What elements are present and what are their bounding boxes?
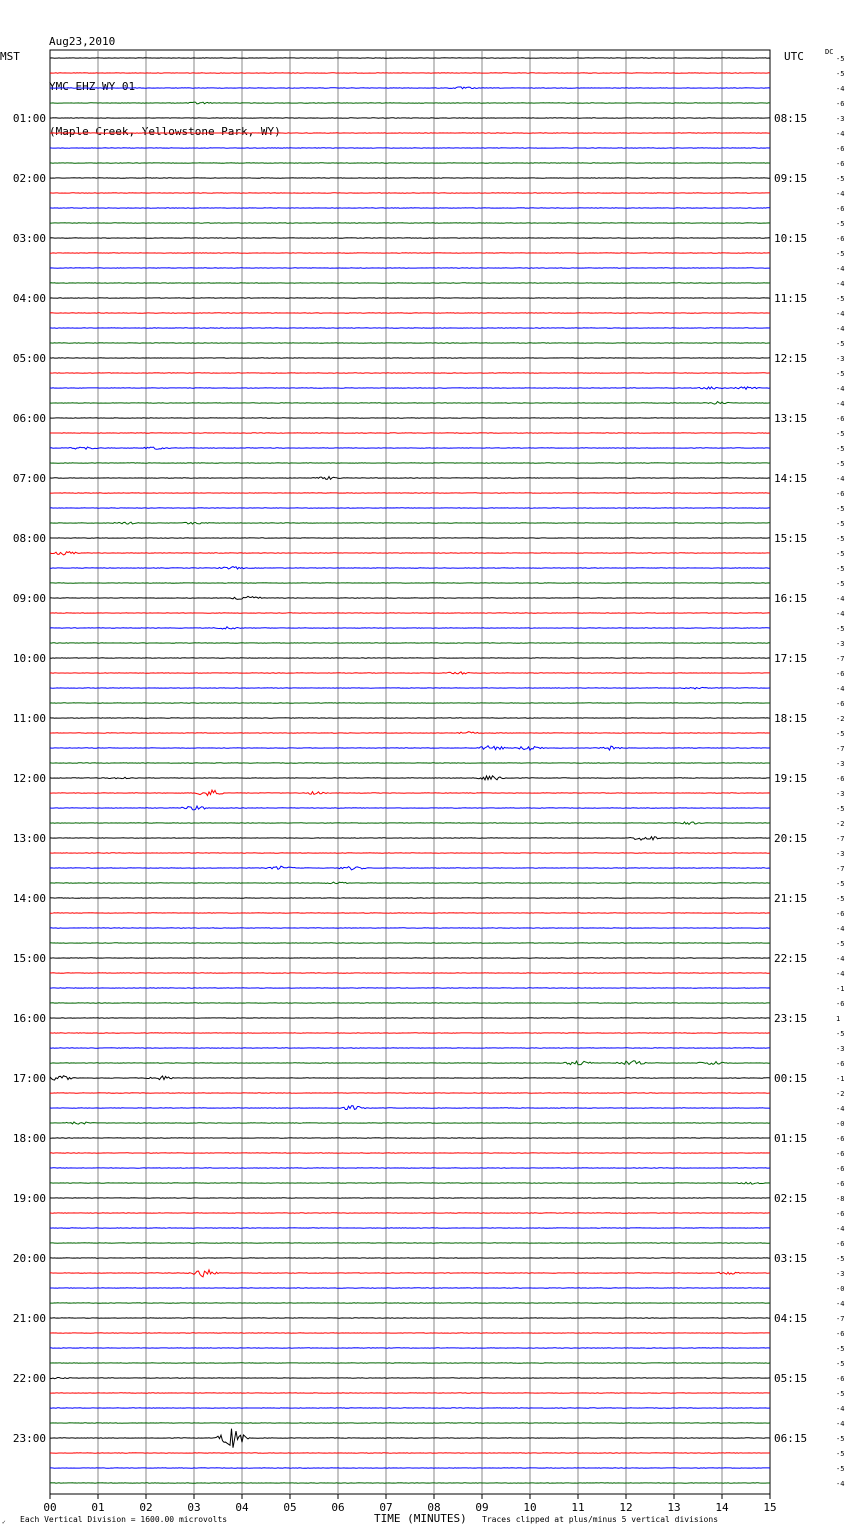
- x-tick-label: 02: [139, 1501, 153, 1514]
- right-hour-label: 01:15: [774, 1132, 808, 1145]
- dc-offset-label: -5: [836, 1465, 845, 1473]
- plot-frame: [50, 50, 770, 1494]
- left-hour-label: 17:00: [12, 1072, 46, 1085]
- dc-offset-label: -5: [836, 580, 845, 588]
- seismic-trace: [50, 822, 770, 824]
- seismic-trace: [50, 1122, 770, 1124]
- dc-offset-label: -3: [836, 640, 845, 648]
- dc-offset-label: -5: [836, 535, 845, 543]
- dc-offset-label: -4: [836, 265, 845, 273]
- right-hour-label: 04:15: [774, 1312, 808, 1325]
- right-hour-label: 06:15: [774, 1432, 808, 1445]
- clip-note: Traces clipped at plus/minus 5 vertical divisions: [482, 1515, 719, 1524]
- x-tick-label: 13: [667, 1501, 681, 1514]
- dc-offset-label: -4: [836, 925, 845, 933]
- x-tick-label: 00: [43, 1501, 57, 1514]
- dc-offset-label: -1: [836, 1075, 845, 1083]
- dc-offset-label: -7: [836, 865, 845, 873]
- dc-offset-label: -5: [836, 370, 845, 378]
- left-hour-label: 08:00: [12, 532, 46, 545]
- x-tick-label: 07: [379, 1501, 393, 1514]
- dc-offset-label: -5: [836, 880, 845, 888]
- left-hour-label: 13:00: [12, 832, 46, 845]
- dc-offset-label: -4: [836, 1420, 845, 1428]
- dc-offset-label: -4: [836, 595, 845, 603]
- x-tick-label: 14: [715, 1501, 729, 1514]
- x-tick-label: 15: [763, 1501, 777, 1514]
- left-hour-label: 02:00: [12, 172, 46, 185]
- left-hour-label: 09:00: [12, 592, 46, 605]
- seismic-trace: [50, 1270, 770, 1277]
- dc-offset-label: -3: [836, 760, 845, 768]
- plot-grid: [50, 50, 770, 1494]
- seismic-trace: [50, 627, 770, 629]
- axis-ticks: [13, 55, 845, 1514]
- right-hour-label: 11:15: [774, 292, 808, 305]
- dc-offset-label: -4: [836, 1300, 845, 1308]
- left-hour-label: 20:00: [12, 1252, 46, 1265]
- dc-offset-label: -5: [836, 730, 845, 738]
- dc-offset-label: -4: [836, 685, 845, 693]
- seismic-trace: [50, 87, 770, 89]
- right-hour-label: 13:15: [774, 412, 808, 425]
- seismic-trace: [50, 687, 770, 689]
- seismic-trace: [50, 837, 770, 840]
- header-date: Aug23,2010: [49, 35, 116, 48]
- dc-offset-label: -5: [836, 70, 845, 78]
- dc-offset-label: -5: [836, 1360, 845, 1368]
- seismic-trace: [50, 1429, 770, 1448]
- dc-offset-label: -4: [836, 1105, 845, 1113]
- right-hour-label: 19:15: [774, 772, 808, 785]
- seismic-trace: [50, 567, 770, 569]
- seismic-trace: [50, 790, 770, 795]
- dc-offset-label: -5: [836, 1345, 845, 1353]
- dc-offset-label: -5: [836, 505, 845, 513]
- dc-offset-label: -6: [836, 415, 845, 423]
- x-tick-label: 05: [283, 1501, 297, 1514]
- dc-offset-label: -4: [836, 970, 845, 978]
- left-timezone-label: MST: [0, 50, 20, 63]
- right-hour-label: 16:15: [774, 592, 808, 605]
- seismic-trace: [50, 477, 770, 480]
- dc-offset-label: -4: [836, 280, 845, 288]
- dc-offset-label: -4: [836, 325, 845, 333]
- dc-offset-label: -4: [836, 1225, 845, 1233]
- dc-offset-label: -4: [836, 85, 845, 93]
- dc-offset-label: -0: [836, 1285, 845, 1293]
- x-tick-label: 10: [523, 1501, 537, 1514]
- seismic-trace: [50, 552, 770, 555]
- header-station: YMC EHZ WY 01: [49, 80, 136, 93]
- seismic-trace: [50, 522, 770, 524]
- dc-offset-label: -6: [836, 205, 845, 213]
- dc-offset-label: -6: [836, 1165, 845, 1173]
- seismic-trace: [50, 882, 770, 884]
- right-hour-label: 21:15: [774, 892, 808, 905]
- dc-offset-label: -6: [836, 160, 845, 168]
- seismic-trace: [50, 102, 770, 104]
- dc-offset-label: -4: [836, 475, 845, 483]
- dc-offset-label: -3: [836, 790, 845, 798]
- x-tick-label: 09: [475, 1501, 489, 1514]
- dc-offset-label: -3: [836, 1045, 845, 1053]
- x-tick-label: 03: [187, 1501, 201, 1514]
- dc-offset-label: -7: [836, 1315, 845, 1323]
- x-tick-label: 04: [235, 1501, 249, 1514]
- right-hour-label: 22:15: [774, 952, 808, 965]
- left-hour-label: 05:00: [12, 352, 46, 365]
- dc-offset-label: -4: [836, 1405, 845, 1413]
- dc-offset-label: -7: [836, 745, 845, 753]
- x-axis-title: TIME (MINUTES): [374, 1512, 467, 1525]
- dc-offset-label: -6: [836, 490, 845, 498]
- dc-offset-label: -6: [836, 670, 845, 678]
- dc-offset-label: -4: [836, 190, 845, 198]
- dc-offset-label: -4: [836, 130, 845, 138]
- seismic-trace: [50, 1106, 770, 1110]
- dc-offset-label: -6: [836, 1240, 845, 1248]
- dc-offset-label: -5: [836, 565, 845, 573]
- dc-offset-label: -5: [836, 1255, 845, 1263]
- seismic-trace: [50, 866, 770, 870]
- right-hour-label: 05:15: [774, 1372, 808, 1385]
- right-hour-label: 18:15: [774, 712, 808, 725]
- dc-offset-label: -6: [836, 1000, 845, 1008]
- left-hour-label: 12:00: [12, 772, 46, 785]
- x-tick-label: 12: [619, 1501, 633, 1514]
- seismic-trace: [50, 776, 770, 780]
- dc-offset-label: -1: [836, 985, 845, 993]
- seismic-trace: [50, 402, 770, 404]
- vertical-division-note: Each Vertical Division = 1600.00 microvolts: [20, 1515, 228, 1524]
- dc-offset-label: -6: [836, 100, 845, 108]
- left-hour-label: 06:00: [12, 412, 46, 425]
- seismic-trace: [50, 746, 770, 751]
- dc-offset-label: -5: [836, 625, 845, 633]
- dc-offset-label: -0: [836, 1120, 845, 1128]
- corner-icon: ✓: [2, 1519, 6, 1526]
- left-hour-label: 01:00: [12, 112, 46, 125]
- seismic-trace: [50, 447, 770, 449]
- dc-offset-label: -6: [836, 1150, 845, 1158]
- dc-offset-label: -5: [836, 1030, 845, 1038]
- dc-offset-label: -5: [836, 250, 845, 258]
- dc-offset-label: -7: [836, 655, 845, 663]
- left-hour-label: 03:00: [12, 232, 46, 245]
- dc-offset-label: -6: [836, 1180, 845, 1188]
- dc-offset-label: -2: [836, 715, 845, 723]
- seismic-trace: [50, 1061, 770, 1065]
- dc-offset-label: -3: [836, 1270, 845, 1278]
- dc-offset-label: -5: [836, 520, 845, 528]
- dc-offset-label: -5: [836, 1390, 845, 1398]
- left-hour-label: 04:00: [12, 292, 46, 305]
- dc-offset-label: -6: [836, 235, 845, 243]
- left-hour-label: 16:00: [12, 1012, 46, 1025]
- right-hour-label: 00:15: [774, 1072, 808, 1085]
- dc-offset-label: -3: [836, 850, 845, 858]
- dc-offset-label: -5: [836, 895, 845, 903]
- dc-offset-label: -7: [836, 835, 845, 843]
- seismic-trace: [50, 596, 770, 599]
- left-hour-label: 11:00: [12, 712, 46, 725]
- dc-offset-label: -5: [836, 940, 845, 948]
- dc-offset-label: -5: [836, 550, 845, 558]
- dc-offset-label: -6: [836, 1330, 845, 1338]
- dc-offset-label: -6: [836, 775, 845, 783]
- dc-offset-label: -5: [836, 1450, 845, 1458]
- seismic-trace: [50, 806, 770, 810]
- left-hour-label: 19:00: [12, 1192, 46, 1205]
- right-hour-label: 09:15: [774, 172, 808, 185]
- x-tick-label: 08: [427, 1501, 441, 1514]
- dc-offset-label: 1: [836, 1015, 841, 1023]
- right-hour-label: 20:15: [774, 832, 808, 845]
- right-hour-label: 14:15: [774, 472, 808, 485]
- dc-offset-label: -8: [836, 1195, 845, 1203]
- dc-offset-label: -5: [836, 55, 845, 63]
- right-hour-label: 17:15: [774, 652, 808, 665]
- right-hour-label: 23:15: [774, 1012, 808, 1025]
- dc-offset-label: -5: [836, 175, 845, 183]
- dc-offset-label: -4: [836, 610, 845, 618]
- dc-offset-label: -6: [836, 1375, 845, 1383]
- dc-offset-label: -2: [836, 1090, 845, 1098]
- dc-offset-label: -5: [836, 340, 845, 348]
- left-hour-label: 15:00: [12, 952, 46, 965]
- dc-offset-label: -4: [836, 1480, 845, 1488]
- dc-offset-label: -5: [836, 295, 845, 303]
- dc-offset-label: -3: [836, 355, 845, 363]
- right-hour-label: 03:15: [774, 1252, 808, 1265]
- dc-offset-label: -6: [836, 1210, 845, 1218]
- right-hour-label: 10:15: [774, 232, 808, 245]
- dc-offset-label: -4: [836, 955, 845, 963]
- dc-offset-label: -6: [836, 1135, 845, 1143]
- seismic-trace: [50, 672, 770, 674]
- dc-offset-label: -5: [836, 1435, 845, 1443]
- right-timezone-label: UTC: [784, 50, 804, 63]
- dc-offset-label: -5: [836, 445, 845, 453]
- dc-offset-label: -5: [836, 805, 845, 813]
- left-hour-label: 18:00: [12, 1132, 46, 1145]
- right-hour-label: 15:15: [774, 532, 808, 545]
- dc-offset-label: -6: [836, 145, 845, 153]
- trace-group: [50, 58, 770, 1483]
- dc-offset-label: -6: [836, 700, 845, 708]
- left-hour-label: 23:00: [12, 1432, 46, 1445]
- dc-offset-label: -6: [836, 910, 845, 918]
- seismic-trace: [50, 732, 770, 734]
- x-tick-label: 11: [571, 1501, 585, 1514]
- left-hour-label: 21:00: [12, 1312, 46, 1325]
- x-tick-label: 06: [331, 1501, 345, 1514]
- seismic-trace: [50, 387, 770, 390]
- left-hour-label: 10:00: [12, 652, 46, 665]
- dc-offset-label: -4: [836, 385, 845, 393]
- dc-offset-label: -6: [836, 1060, 845, 1068]
- x-tick-label: 01: [91, 1501, 105, 1514]
- right-hour-label: 08:15: [774, 112, 808, 125]
- seismic-trace: [50, 1076, 770, 1080]
- dc-offset-label: -3: [836, 115, 845, 123]
- dc-offset-label: -4: [836, 400, 845, 408]
- left-hour-label: 22:00: [12, 1372, 46, 1385]
- seismic-trace: [50, 1377, 770, 1378]
- left-hour-label: 14:00: [12, 892, 46, 905]
- dc-label: DC: [825, 48, 834, 56]
- dc-offset-label: -4: [836, 310, 845, 318]
- right-hour-label: 02:15: [774, 1192, 808, 1205]
- dc-offset-label: -5: [836, 460, 845, 468]
- seismic-trace: [50, 1182, 770, 1184]
- dc-offset-label: -5: [836, 220, 845, 228]
- right-hour-label: 12:15: [774, 352, 808, 365]
- left-hour-label: 07:00: [12, 472, 46, 485]
- dc-offset-label: -2: [836, 820, 845, 828]
- header-location: (Maple Creek, Yellowstone Park, WY): [49, 125, 281, 138]
- dc-offset-label: -5: [836, 430, 845, 438]
